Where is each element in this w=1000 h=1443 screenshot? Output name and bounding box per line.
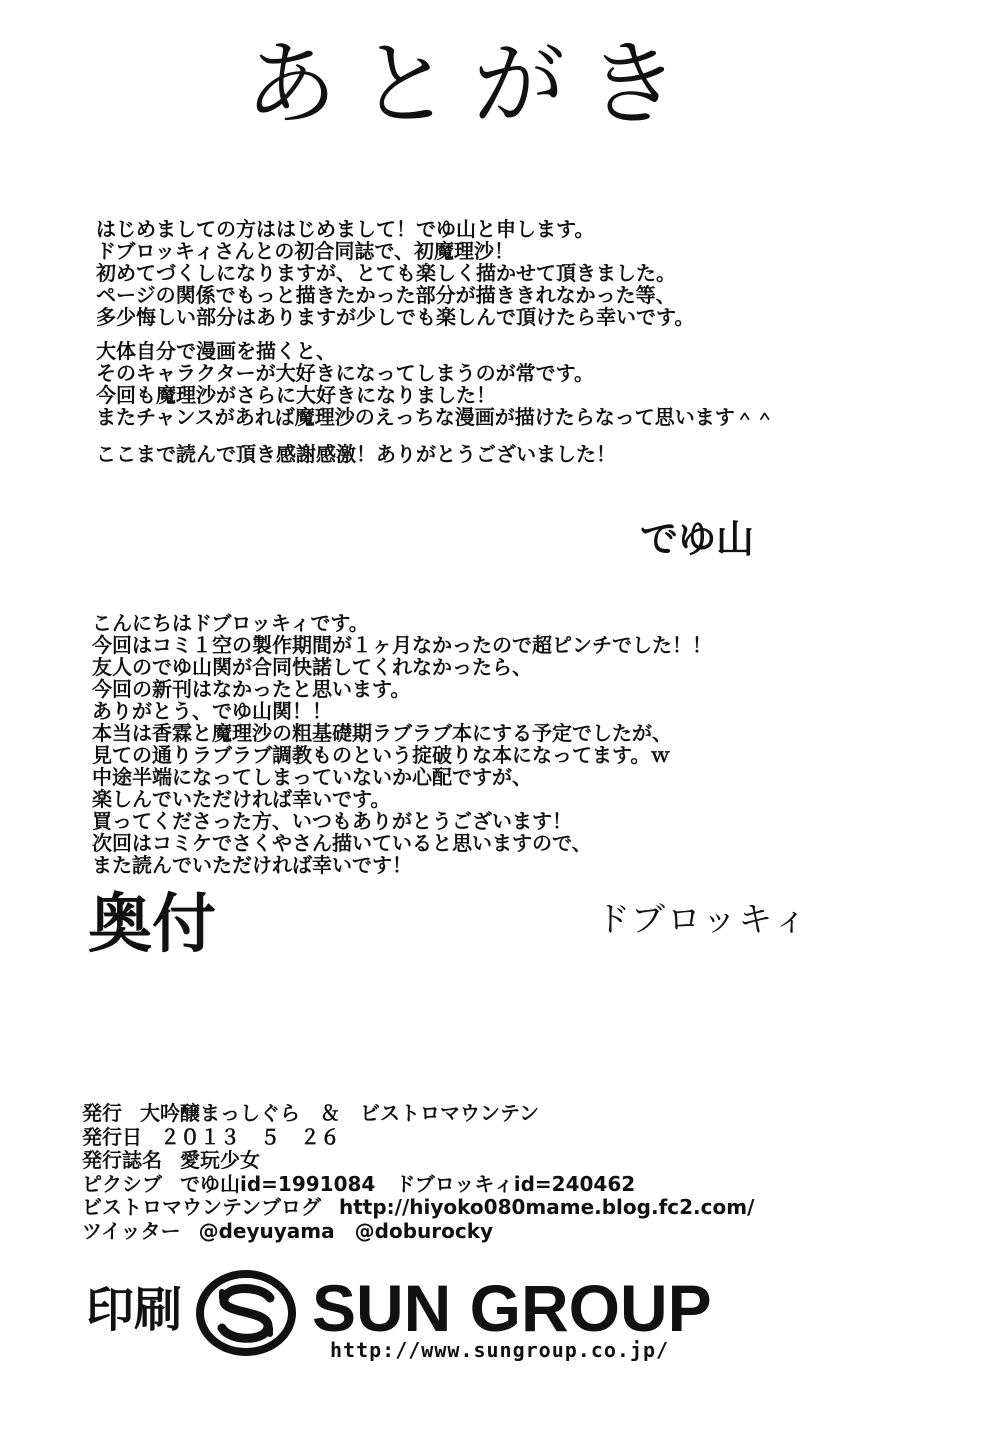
colophon-key: 発行 bbox=[82, 1101, 122, 1125]
colophon-row-publisher bbox=[82, 1102, 754, 1126]
printer-label: 印刷 bbox=[86, 1282, 183, 1338]
text-line: ここまで読んで頂き感謝感激！ありがとうございました！ bbox=[96, 442, 616, 466]
colophon-key: ツイッター bbox=[82, 1218, 181, 1243]
afterword-title: あとがき bbox=[245, 31, 702, 138]
text-line: 今回の新刊はなかったと思います。 bbox=[92, 677, 411, 701]
text-line: 楽しんでいただければ幸いです。 bbox=[92, 787, 391, 811]
text-line: またチャンスがあれば魔理沙のえっちな漫画が描けたらなって思います＾＾ bbox=[96, 405, 775, 429]
printer-url[interactable]: http://www.sungroup.co.jp/ bbox=[330, 1338, 670, 1362]
text-line: そのキャラクターが大好きになってしまうのが常です。 bbox=[96, 361, 594, 385]
text-line: 多少悔しい部分はありますが少しでも楽しんで頂けたら幸いです。 bbox=[96, 305, 695, 329]
author2-message bbox=[92, 612, 712, 876]
colophon-row-pixiv bbox=[82, 1173, 754, 1197]
colophon-heading: 奥付 bbox=[88, 888, 216, 962]
text-line: はじめましての方ははじめまして！でゆ山と申します。 bbox=[96, 217, 595, 241]
colophon-value: 愛玩少女 bbox=[180, 1148, 260, 1172]
colophon-key: ピクシブ bbox=[82, 1171, 162, 1196]
colophon-value: http://hiyoko080mame.blog.fc2.com/ bbox=[339, 1195, 755, 1219]
text-line: 今回も魔理沙がさらに大好きになりました！ bbox=[96, 383, 496, 407]
colophon-key: ビストロマウンテンブログ bbox=[82, 1195, 321, 1219]
text-line: 友人のでゆ山関が合同快諾してくれなかったら、 bbox=[92, 655, 532, 679]
author1-paragraph-2 bbox=[96, 340, 775, 428]
text-line: 中途半端になってしまっていないか心配ですが、 bbox=[92, 765, 532, 789]
colophon-table bbox=[82, 1102, 754, 1243]
text-line: ドブロッキィさんとの初合同誌で、初魔理沙！ bbox=[96, 239, 514, 263]
text-line: 買ってくださった方、いつもありがとうございます！ bbox=[92, 809, 572, 833]
text-line: 次回はコミケでさくやさん描いていると思いますので、 bbox=[92, 831, 592, 855]
colophon-value: ２０１３ ５ ２６ bbox=[160, 1124, 340, 1149]
colophon-value: @deyuyama @doburocky bbox=[198, 1218, 494, 1243]
colophon-row-twitter bbox=[82, 1220, 754, 1244]
colophon-row-title bbox=[82, 1149, 754, 1173]
text-line: 大体自分で漫画を描くと、 bbox=[96, 339, 336, 363]
text-line: 見ての通りラブラブ調教ものという掟破りな本になってます。ｗ bbox=[92, 743, 671, 767]
text-line: 今回はコミ１空の製作期間が１ヶ月なかったので超ピンチでした！！ bbox=[92, 633, 712, 657]
colophon-key: 発行誌名 bbox=[82, 1148, 162, 1172]
text-line: こんにちはドブロッキィです。 bbox=[92, 611, 369, 635]
text-line: また読んでいただければ幸いです！ bbox=[92, 853, 412, 877]
author1-signature: でゆ山 bbox=[640, 517, 755, 561]
text-line: 本当は香霖と魔理沙の粗基礎期ラブラブ本にする予定でしたが、 bbox=[92, 721, 672, 745]
author1-paragraph-1 bbox=[96, 218, 694, 328]
text-line: ありがとう、でゆ山関！！ bbox=[92, 699, 332, 723]
sungroup-logo-icon bbox=[196, 1270, 296, 1360]
colophon-value: 大吟醸まっしぐら ＆ ビストロマウンテン bbox=[140, 1101, 539, 1125]
colophon-row-blog bbox=[82, 1196, 754, 1220]
text-line: ページの関係でもっと描きたかった部分が描ききれなかった等、 bbox=[96, 283, 676, 307]
colophon-value: でゆ山id=1991084 ドブロッキィid=240462 bbox=[180, 1171, 636, 1196]
text-line: 初めてづくしになりますが、とても楽しく描かせて頂きました。 bbox=[96, 261, 676, 285]
author2-signature: ドブロッキィ bbox=[596, 900, 810, 940]
colophon-row-date bbox=[82, 1126, 754, 1150]
author1-paragraph-3 bbox=[96, 443, 616, 465]
colophon-key: 発行日 bbox=[82, 1124, 142, 1149]
sungroup-logo-text: SUN GROUP bbox=[312, 1271, 712, 1345]
